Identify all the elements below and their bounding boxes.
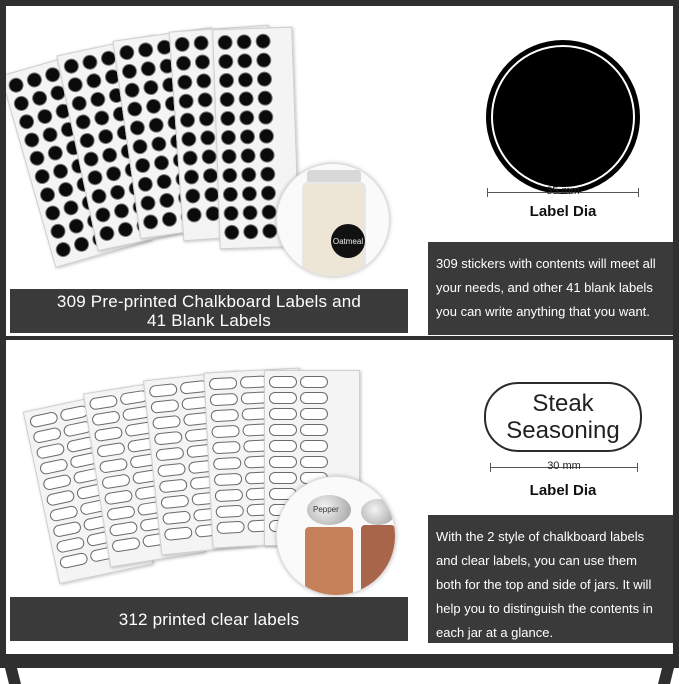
chalkboard-dot <box>90 187 108 205</box>
clear-label-pill <box>269 456 297 468</box>
chalkboard-dot <box>178 93 194 109</box>
chalkboard-dot <box>258 109 274 125</box>
pepper-label-text: Pepper <box>313 505 339 514</box>
chalkboard-dot <box>54 240 73 259</box>
clear-label-pill <box>300 424 328 436</box>
chalkboard-sheets-image <box>16 18 316 268</box>
chalkboard-dot <box>197 92 213 108</box>
chalkboard-dot <box>85 72 103 90</box>
clear-label-pill <box>101 473 131 489</box>
chalkboard-dot <box>36 107 55 126</box>
clear-label-pill <box>300 456 328 468</box>
chalkboard-dot <box>201 149 217 165</box>
chalkboard-dot <box>180 112 196 128</box>
chalkboard-dot <box>94 206 112 224</box>
chalkboard-dot <box>260 166 276 182</box>
chalkboard-dot <box>89 91 107 109</box>
chalkboard-dot <box>241 167 257 183</box>
chalkboard-dot <box>177 74 193 90</box>
oatmeal-label-text: Oatmeal <box>332 236 364 246</box>
chalkboard-dot <box>185 188 201 204</box>
chalkboard-dot <box>150 136 167 153</box>
chalkboard-dot <box>221 130 237 146</box>
clear-label-pill <box>39 458 69 476</box>
chalkboard-dot <box>156 173 173 190</box>
chalkboard-dot <box>220 111 236 127</box>
oatmeal-jar-circle <box>276 163 390 277</box>
clear-label-pill <box>56 536 86 554</box>
clear-label-pill <box>154 431 183 446</box>
chalkboard-dot <box>117 221 135 239</box>
chalkboard-dot <box>140 60 157 77</box>
chalkboard-dot <box>17 112 36 131</box>
clear-label-pill <box>300 440 328 452</box>
spice-jar-body <box>361 525 395 596</box>
clear-label-pill <box>59 552 89 570</box>
chalkboard-dot <box>105 165 123 183</box>
clear-label-pill <box>89 394 119 410</box>
chalkboard-dot <box>66 76 84 94</box>
chalkboard-dot <box>46 144 65 163</box>
chalkboard-dot <box>242 205 258 221</box>
chalkboard-dot <box>82 150 100 168</box>
chalkboard-dot <box>256 52 272 68</box>
chalkboard-dot <box>124 82 141 99</box>
chalkboard-dot <box>109 183 127 201</box>
chalkboard-dot <box>81 53 99 71</box>
chalkboard-dot <box>41 125 60 144</box>
frame-right-post <box>673 0 679 660</box>
chalkboard-dot <box>137 41 154 58</box>
chalkboard-dot <box>219 73 235 89</box>
chalkboard-dot <box>262 223 278 239</box>
clear-label-pill <box>300 376 328 388</box>
pill-line2: Seasoning <box>506 417 620 444</box>
clear-label-pill <box>215 489 244 502</box>
chalkboard-dot <box>25 71 44 90</box>
chalkboard-dot <box>193 35 209 51</box>
clear-label-pill <box>157 463 186 478</box>
chalkboard-dot <box>174 36 190 52</box>
chalkboard-dot <box>238 72 254 88</box>
chalkboard-dot <box>67 217 86 236</box>
chalkboard-dot <box>202 168 218 184</box>
pill-line1: Steak <box>532 390 594 417</box>
chalkboard-dot <box>70 94 88 112</box>
chalkboard-dot <box>93 109 111 127</box>
chalkboard-dot <box>261 204 277 220</box>
chalkboard-dot <box>239 110 255 126</box>
pepper-jar-circle <box>276 476 396 596</box>
chalkboard-dot <box>62 57 80 75</box>
clear-labels-caption-text: 312 printed clear labels <box>118 609 300 629</box>
pepper-jar-body <box>305 527 353 596</box>
label-dia-text: Label Dia <box>529 482 597 499</box>
clear-label-pill <box>269 424 297 436</box>
chalkboard-dot <box>28 149 47 168</box>
chalkboard-dot <box>240 148 256 164</box>
chalkboard-description <box>428 242 673 335</box>
chalkboard-dot <box>240 129 256 145</box>
clear-label-pill <box>160 494 189 509</box>
clear-label-pill <box>164 526 193 541</box>
clear-label-pill <box>150 399 179 414</box>
clear-label-pill <box>159 478 188 493</box>
chalkboard-dot <box>222 168 238 184</box>
chalkboard-dot <box>243 224 259 240</box>
chalkboard-dot <box>257 90 273 106</box>
chalkboard-dot <box>221 149 237 165</box>
chalkboard-dot <box>74 113 92 131</box>
clear-label-pill <box>216 521 245 534</box>
clear-label-pill <box>155 447 184 462</box>
chalkboard-dot <box>242 186 258 202</box>
clear-labels-panel <box>6 340 673 654</box>
chalkboard-dot <box>259 147 275 163</box>
chalkboard-dot <box>161 211 178 228</box>
chalkboard-dot <box>259 128 275 144</box>
dimension-text: 30 mm <box>547 460 581 472</box>
chalkboard-dot <box>126 101 143 118</box>
clear-label-pill <box>111 537 141 553</box>
clear-label-pill <box>269 392 297 404</box>
chalkboard-dot <box>236 34 252 50</box>
clear-label-pill <box>269 408 297 420</box>
clear-label-pill <box>300 408 328 420</box>
chalkboard-dot <box>257 71 273 87</box>
chalkboard-dot <box>97 128 115 146</box>
chalkboard-dot <box>134 157 151 174</box>
clear-labels-description <box>428 515 673 643</box>
chalkboard-dot <box>7 76 26 95</box>
clear-label-pill <box>109 521 139 537</box>
chalkboard-dot <box>224 225 240 241</box>
chalkboard-dot <box>129 119 146 136</box>
clear-label-pill <box>91 410 121 426</box>
chalkboard-dot <box>145 98 162 115</box>
clear-label-pill <box>42 474 72 492</box>
clear-label-pill <box>149 383 178 398</box>
chalkboard-dot <box>223 187 239 203</box>
clear-label-pill <box>49 505 79 523</box>
clear-label-pill <box>210 393 239 406</box>
label-dia-text: Label Dia <box>529 203 597 220</box>
chalkboard-dot <box>255 33 271 49</box>
chalkboard-dot <box>62 199 81 218</box>
chalkboard-caption-line2: 41 Blank Labels <box>147 311 271 330</box>
chalkboard-dot <box>237 53 253 69</box>
clear-label-pill <box>215 505 244 518</box>
clear-label-pill <box>210 409 239 422</box>
dimension-text: 35 mm <box>546 185 580 197</box>
chalkboard-dot <box>261 185 277 201</box>
chalkboard-dot <box>219 92 235 108</box>
chalkboard-dot <box>158 192 175 209</box>
chalkboard-dot <box>217 35 233 51</box>
chalkboard-dot <box>38 185 57 204</box>
chalkboard-dot <box>183 169 199 185</box>
clear-labels-description-text: With the 2 style of chalkboard labels and clear labels, you can use them both for the top and side of jars. It will help you to distinguish the contents in each jar at a glance. <box>436 529 653 640</box>
clear-label-pill <box>46 489 76 507</box>
spice-jar-lid <box>361 499 395 525</box>
chalkboard-caption <box>10 289 408 333</box>
clear-label-pill <box>214 473 243 486</box>
clear-label-pill <box>36 442 66 460</box>
chalkboard-dot <box>86 169 104 187</box>
clear-label-pill <box>269 472 297 484</box>
chalkboard-dot <box>78 132 96 150</box>
chalkboard-dot <box>98 225 116 243</box>
chalkboard-dot <box>101 146 119 164</box>
chalkboard-dot <box>132 138 149 155</box>
clear-label-pill <box>300 392 328 404</box>
chalkboard-circle-label <box>486 40 640 194</box>
chalkboard-dot <box>137 176 154 193</box>
chalkboard-dot <box>238 91 254 107</box>
clear-label-pill <box>94 426 124 442</box>
chalkboard-dot <box>194 54 210 70</box>
clear-labels-caption <box>10 597 408 641</box>
chalkboard-dot <box>33 167 52 186</box>
chalkboard-dot <box>196 73 212 89</box>
clear-label-pill <box>162 510 191 525</box>
chalkboard-dot <box>181 131 197 147</box>
chalkboard-dot <box>140 195 157 212</box>
chalkboard-dot <box>30 89 49 108</box>
clear-label-pill <box>106 505 136 521</box>
clear-label-pill <box>52 520 82 538</box>
chalkboard-dot <box>148 117 165 134</box>
chalkboard-dot <box>142 79 159 96</box>
chalkboard-dot <box>176 55 192 71</box>
chalkboard-dot <box>200 130 216 146</box>
clear-label-pill <box>32 427 62 445</box>
chalkboard-dot <box>118 44 135 61</box>
chalkboard-dot <box>113 202 131 220</box>
oatmeal-label <box>331 224 365 258</box>
chalkboard-dot <box>43 204 62 223</box>
chalkboard-dot <box>223 206 239 222</box>
chalkboard-dot <box>198 111 214 127</box>
chalkboard-description-text: 309 stickers with contents will meet all your needs, and other 41 blank labels you can write anything that you want. <box>436 256 656 319</box>
chalkboard-dot <box>182 150 198 166</box>
clear-label-pill <box>99 458 129 474</box>
chalkboard-labels-panel <box>6 6 673 336</box>
chalkboard-dot <box>72 235 91 254</box>
clear-label-pill <box>269 376 297 388</box>
chalkboard-dot <box>51 162 70 181</box>
chalkboard-dot <box>49 222 68 241</box>
chalkboard-dot <box>57 180 76 199</box>
chalkboard-dot <box>121 63 138 80</box>
clear-label-pill <box>29 411 59 429</box>
chalkboard-dot <box>12 94 31 113</box>
chalkboard-dot <box>186 207 202 223</box>
chalkboard-dot <box>153 154 170 171</box>
clear-label-pill <box>104 489 134 505</box>
clear-label-pill <box>213 457 242 470</box>
frame-bottom-bar <box>0 654 679 668</box>
clear-label-pill <box>209 377 238 390</box>
clear-label-pill <box>269 440 297 452</box>
steak-seasoning-pill-label <box>484 382 642 452</box>
clear-label-pill <box>96 442 126 458</box>
chalkboard-caption-line1: 309 Pre-printed Chalkboard Labels and <box>56 292 362 311</box>
clear-label-pill <box>212 441 241 454</box>
clear-label-pill <box>211 425 240 438</box>
chalkboard-dot <box>142 213 159 230</box>
chalkboard-dot <box>218 54 234 70</box>
chalkboard-dot <box>23 131 42 150</box>
clear-label-pill <box>152 415 181 430</box>
